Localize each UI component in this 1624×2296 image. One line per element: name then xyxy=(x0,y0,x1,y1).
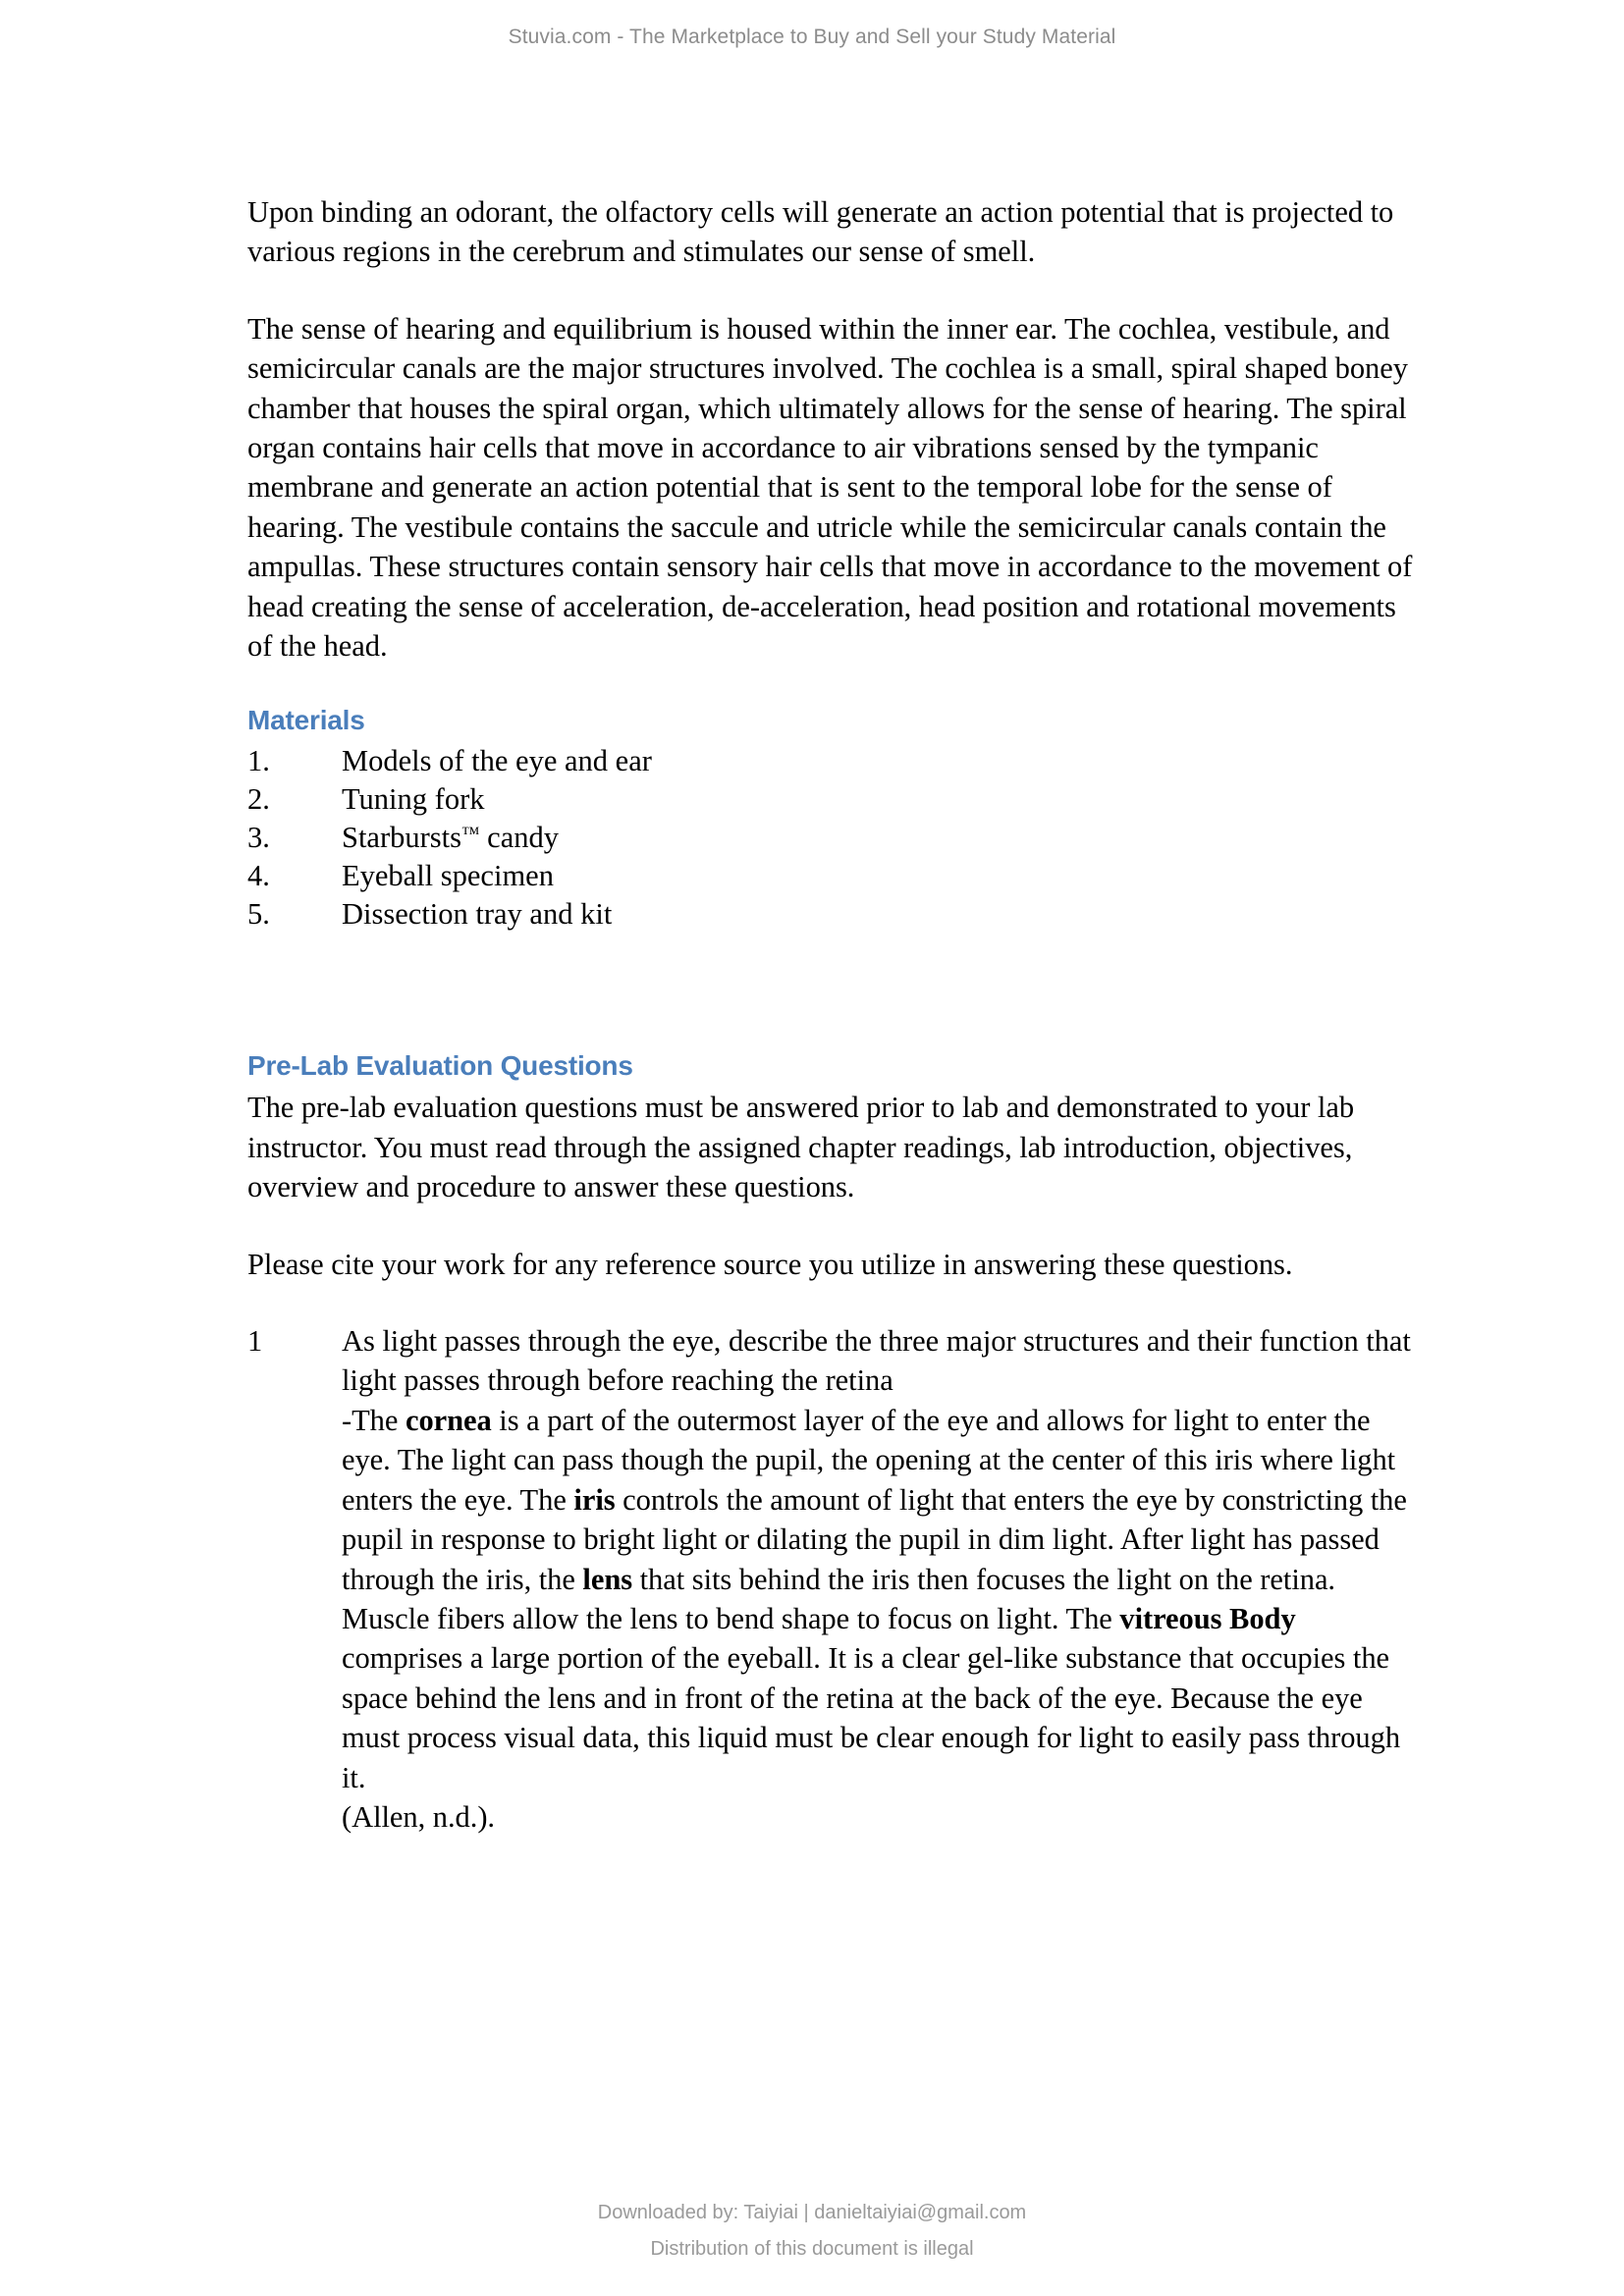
emphasized-term: iris xyxy=(573,1482,616,1517)
list-item-label: Dissection tray and kit xyxy=(342,896,613,931)
answer-citation: (Allen, n.d.). xyxy=(342,1799,495,1834)
emphasized-term: vitreous Body xyxy=(1119,1601,1296,1635)
question-1-block xyxy=(247,1321,1416,1837)
list-item-label: Tuning fork xyxy=(342,782,485,817)
answer-text: -The xyxy=(342,1403,406,1437)
answer-text: comprises a large portion of the eyeball. It is a clear gel-like substance that occupies the space behind the lens and in front of the retina at the back of the eye. Because the eye must process visual data, this liquid must be clear enough for light to easily pass through it. xyxy=(342,1641,1401,1794)
footer-distribution-notice: Distribution of this document is illegal xyxy=(650,2238,974,2260)
question-number: 1 xyxy=(247,1324,263,1359)
list-item-number: 5. xyxy=(247,896,270,931)
prelab-evaluation-questions-heading: Pre-Lab Evaluation Questions xyxy=(247,1050,633,1082)
list-item xyxy=(247,819,1416,857)
list-item xyxy=(247,742,1416,780)
paragraph-citation-instructions: Please cite your work for any reference source you utilize in answering these questions. xyxy=(247,1247,1293,1281)
list-item-number: 1. xyxy=(247,744,270,778)
question-answer xyxy=(342,1401,1416,1797)
paragraph-prelab-instructions: The pre-lab evaluation questions must be answered prior to lab and demonstrated to your lab instructor. You must read through the assigned chapter readings, lab introduction, objectives, overview and procedure to answer these questions. xyxy=(247,1091,1355,1204)
footer-downloaded-by: Downloaded by: Taiyiai | danieltaiyiai@gmail.com xyxy=(597,2202,1027,2223)
list-item xyxy=(247,857,1416,895)
answer-text: controls the amount of light that enters the eye by constricting the pupil in response to bright light or dilating the pupil in dim light. After light has passed through the iris, the xyxy=(342,1482,1407,1596)
emphasized-term: cornea xyxy=(405,1403,492,1437)
list-item-number: 4. xyxy=(247,858,270,892)
document-footer xyxy=(0,2202,1624,2261)
emphasized-term: lens xyxy=(582,1562,633,1596)
question-prompt: As light passes through the eye, describe the three major structures and their function that light passes through before reaching the retina xyxy=(342,1324,1411,1398)
materials-heading: Materials xyxy=(247,705,365,736)
trademark-symbol: ™ xyxy=(461,824,480,845)
paragraph-olfactory: Upon binding an odorant, the olfactory cells will generate an action potential that is projected to various regions in the cerebrum and stimulates our sense of smell. xyxy=(247,195,1394,269)
stuvia-watermark-header: Stuvia.com - The Marketplace to Buy and Sell your Study Material xyxy=(508,26,1116,48)
list-item xyxy=(247,895,1416,934)
document-content xyxy=(247,192,1416,1837)
list-item xyxy=(247,780,1416,819)
list-item-label: Eyeball specimen xyxy=(342,858,554,892)
list-item-number: 3. xyxy=(247,821,270,855)
materials-list xyxy=(247,742,1416,933)
answer-text: that sits behind the iris then focuses the light on the retina. Muscle fibers allow the lens to bend shape to focus on light. The xyxy=(342,1562,1336,1635)
list-item-label: Starbursts™ candy xyxy=(342,821,559,855)
paragraph-hearing-equilibrium: The sense of hearing and equilibrium is housed within the inner ear. The cochlea, vestibule, and semicircular canals are the major structures involved. The cochlea is a small, spiral shaped boney chamber that houses the spiral organ, which ultimately allows for the sense of hearing. The spiral organ contains hair cells that move in accordance to air vibrations sensed by the tympanic membrane and generate an action potential that is sent to the temporal lobe for the sense of hearing. The vestibule contains the saccule and utricle while the semicircular canals contain the ampullas. These structures contain sensory hair cells that move in accordance to the movement of head creating the sense of acceleration, de-acceleration, head position and rotational movements of the head. xyxy=(247,311,1413,664)
list-item-label: Models of the eye and ear xyxy=(342,744,652,778)
question-body xyxy=(342,1321,1416,1837)
section-spacer xyxy=(247,933,1416,1048)
answer-text: is a part of the outermost layer of the eye and allows for light to enter the eye. The light can pass though the pupil, the opening at the center of this iris where light enters the eye. The xyxy=(342,1403,1396,1517)
list-item-number: 2. xyxy=(247,782,270,817)
